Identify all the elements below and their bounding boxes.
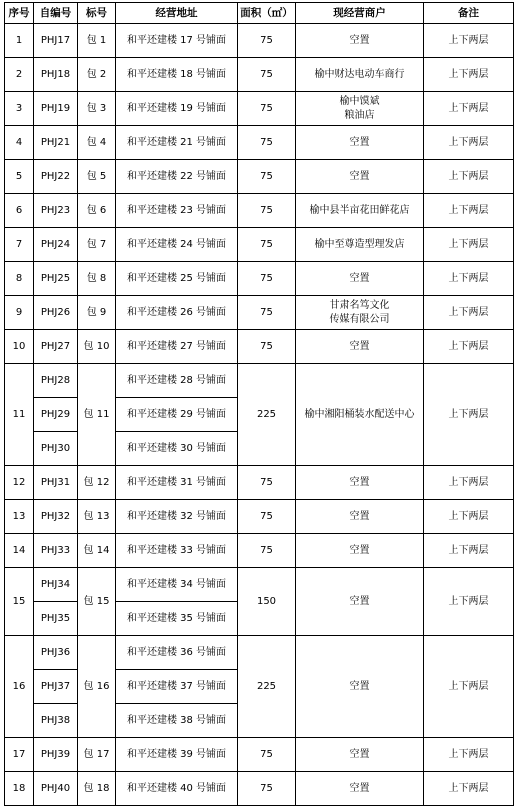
row-code: PHJ19 (34, 92, 78, 126)
row-lot: 包 9 (78, 296, 116, 330)
row-address: 和平还建楼 37 号铺面 (116, 670, 238, 704)
header-address: 经营地址 (116, 3, 238, 24)
header-area: 面积（㎡） (238, 3, 296, 24)
table-row (5, 228, 514, 262)
header-code: 自编号 (34, 3, 78, 24)
row-note: 上下两层 (424, 228, 514, 262)
row-lot: 包 7 (78, 228, 116, 262)
row-address: 和平还建楼 24 号铺面 (116, 228, 238, 262)
tenant-line: 榆中财达电动车商行 (314, 68, 405, 80)
row-area: 75 (238, 24, 296, 58)
row-address: 和平还建楼 40 号铺面 (116, 772, 238, 806)
row-code: PHJ39 (34, 738, 78, 772)
header-tenant: 现经营商户 (296, 3, 424, 24)
row-code: PHJ22 (34, 160, 78, 194)
row-code: PHJ21 (34, 126, 78, 160)
row-tenant (296, 500, 424, 534)
tenant-line: 空置 (349, 595, 370, 607)
row-area: 225 (238, 636, 296, 738)
header-note: 备注 (424, 3, 514, 24)
table-row (5, 534, 514, 568)
row-lot: 包 8 (78, 262, 116, 296)
row-tenant (296, 228, 424, 262)
row-area: 75 (238, 228, 296, 262)
row-address: 和平还建楼 33 号铺面 (116, 534, 238, 568)
table-row (5, 772, 514, 806)
row-address: 和平还建楼 29 号铺面 (116, 398, 238, 432)
row-address: 和平还建楼 31 号铺面 (116, 466, 238, 500)
row-seq: 18 (5, 772, 34, 806)
table-row (5, 126, 514, 160)
tenant-line: 空置 (349, 680, 370, 692)
row-code: PHJ27 (34, 330, 78, 364)
row-lot: 包 14 (78, 534, 116, 568)
row-area: 75 (238, 160, 296, 194)
row-seq: 2 (5, 58, 34, 92)
table-header (5, 3, 514, 24)
row-lot: 包 11 (78, 364, 116, 466)
row-tenant (296, 772, 424, 806)
table-row (5, 738, 514, 772)
row-tenant (296, 466, 424, 500)
table-row (5, 58, 514, 92)
row-note: 上下两层 (424, 568, 514, 636)
row-tenant (296, 296, 424, 330)
row-code: PHJ29 (34, 398, 78, 432)
row-tenant (296, 194, 424, 228)
row-tenant (296, 92, 424, 126)
row-note: 上下两层 (424, 126, 514, 160)
tenant-line: 榆中湘阳桶装水配送中心 (304, 408, 415, 420)
row-code: PHJ31 (34, 466, 78, 500)
row-area: 75 (238, 500, 296, 534)
row-tenant (296, 534, 424, 568)
row-lot: 包 2 (78, 58, 116, 92)
table-row (5, 194, 514, 228)
row-area: 75 (238, 772, 296, 806)
row-seq: 6 (5, 194, 34, 228)
table-body (5, 24, 514, 806)
row-code: PHJ17 (34, 24, 78, 58)
row-tenant (296, 126, 424, 160)
header-lot: 标号 (78, 3, 116, 24)
row-address: 和平还建楼 19 号铺面 (116, 92, 238, 126)
row-seq: 12 (5, 466, 34, 500)
table-row (5, 330, 514, 364)
row-note: 上下两层 (424, 500, 514, 534)
row-code: PHJ38 (34, 704, 78, 738)
table-row (5, 466, 514, 500)
row-area: 75 (238, 126, 296, 160)
row-area: 75 (238, 330, 296, 364)
tenant-line: 空置 (349, 340, 370, 352)
header-row (5, 3, 514, 24)
tenant-line: 空置 (349, 34, 370, 46)
row-address: 和平还建楼 28 号铺面 (116, 364, 238, 398)
row-address: 和平还建楼 18 号铺面 (116, 58, 238, 92)
row-code: PHJ26 (34, 296, 78, 330)
row-area: 75 (238, 194, 296, 228)
tenant-line: 榆中县半亩花田鲜花店 (309, 204, 410, 216)
lease-table (4, 2, 514, 806)
row-area: 75 (238, 738, 296, 772)
row-seq: 14 (5, 534, 34, 568)
row-code: PHJ28 (34, 364, 78, 398)
row-address: 和平还建楼 17 号铺面 (116, 24, 238, 58)
tenant-line: 空置 (349, 272, 370, 284)
row-seq: 9 (5, 296, 34, 330)
row-lot: 包 5 (78, 160, 116, 194)
table-row (5, 296, 514, 330)
row-code: PHJ34 (34, 568, 78, 602)
row-area: 75 (238, 534, 296, 568)
row-address: 和平还建楼 30 号铺面 (116, 432, 238, 466)
row-seq: 1 (5, 24, 34, 58)
row-address: 和平还建楼 34 号铺面 (116, 568, 238, 602)
tenant-line: 空置 (349, 782, 370, 794)
row-note: 上下两层 (424, 92, 514, 126)
table-row (5, 24, 514, 58)
row-address: 和平还建楼 27 号铺面 (116, 330, 238, 364)
row-note: 上下两层 (424, 330, 514, 364)
row-address: 和平还建楼 38 号铺面 (116, 704, 238, 738)
table-row (5, 160, 514, 194)
row-note: 上下两层 (424, 194, 514, 228)
row-area: 75 (238, 262, 296, 296)
row-lot: 包 12 (78, 466, 116, 500)
table-row (5, 500, 514, 534)
row-address: 和平还建楼 35 号铺面 (116, 602, 238, 636)
row-note: 上下两层 (424, 296, 514, 330)
table-row (5, 262, 514, 296)
row-area: 75 (238, 296, 296, 330)
row-seq: 17 (5, 738, 34, 772)
row-note: 上下两层 (424, 24, 514, 58)
row-lot: 包 3 (78, 92, 116, 126)
tenant-line: 榆中馍斌 (339, 95, 380, 107)
row-code: PHJ24 (34, 228, 78, 262)
row-code: PHJ23 (34, 194, 78, 228)
row-seq: 4 (5, 126, 34, 160)
row-address: 和平还建楼 25 号铺面 (116, 262, 238, 296)
row-lot: 包 18 (78, 772, 116, 806)
row-code: PHJ32 (34, 500, 78, 534)
row-lot: 包 10 (78, 330, 116, 364)
row-address: 和平还建楼 21 号铺面 (116, 126, 238, 160)
row-tenant (296, 160, 424, 194)
tenant-line: 榆中至尊造型理发店 (314, 238, 405, 250)
row-note: 上下两层 (424, 466, 514, 500)
row-seq: 11 (5, 364, 34, 466)
row-tenant (296, 330, 424, 364)
row-area: 75 (238, 58, 296, 92)
row-code: PHJ35 (34, 602, 78, 636)
row-seq: 16 (5, 636, 34, 738)
row-note: 上下两层 (424, 58, 514, 92)
row-seq: 3 (5, 92, 34, 126)
row-seq: 10 (5, 330, 34, 364)
row-address: 和平还建楼 32 号铺面 (116, 500, 238, 534)
row-area: 75 (238, 92, 296, 126)
row-note: 上下两层 (424, 364, 514, 466)
tenant-line: 空置 (349, 476, 370, 488)
row-address: 和平还建楼 22 号铺面 (116, 160, 238, 194)
row-lot: 包 13 (78, 500, 116, 534)
tenant-line: 空置 (349, 748, 370, 760)
row-lot: 包 15 (78, 568, 116, 636)
row-address: 和平还建楼 36 号铺面 (116, 636, 238, 670)
table-row (5, 92, 514, 126)
row-area: 225 (238, 364, 296, 466)
row-code: PHJ25 (34, 262, 78, 296)
row-address: 和平还建楼 26 号铺面 (116, 296, 238, 330)
row-note: 上下两层 (424, 534, 514, 568)
tenant-line: 传媒有限公司 (329, 313, 390, 325)
row-lot: 包 16 (78, 636, 116, 738)
row-seq: 8 (5, 262, 34, 296)
row-address: 和平还建楼 23 号铺面 (116, 194, 238, 228)
row-tenant (296, 568, 424, 636)
row-tenant (296, 636, 424, 738)
row-note: 上下两层 (424, 636, 514, 738)
row-lot: 包 17 (78, 738, 116, 772)
tenant-line: 空置 (349, 136, 370, 148)
row-lot: 包 6 (78, 194, 116, 228)
tenant-line: 甘肃名笃文化 (329, 299, 390, 311)
row-tenant (296, 364, 424, 466)
row-code: PHJ40 (34, 772, 78, 806)
row-code: PHJ33 (34, 534, 78, 568)
row-note: 上下两层 (424, 772, 514, 806)
row-seq: 5 (5, 160, 34, 194)
row-tenant (296, 262, 424, 296)
tenant-line: 空置 (349, 510, 370, 522)
tenant-line: 粮油店 (344, 109, 375, 121)
row-tenant (296, 24, 424, 58)
row-area: 75 (238, 466, 296, 500)
header-seq: 序号 (5, 3, 34, 24)
row-code: PHJ18 (34, 58, 78, 92)
tenant-line: 空置 (349, 544, 370, 556)
row-code: PHJ30 (34, 432, 78, 466)
row-code: PHJ36 (34, 636, 78, 670)
row-note: 上下两层 (424, 262, 514, 296)
row-tenant (296, 58, 424, 92)
table-row (5, 364, 514, 398)
row-seq: 7 (5, 228, 34, 262)
row-lot: 包 4 (78, 126, 116, 160)
tenant-line: 空置 (349, 170, 370, 182)
row-seq: 15 (5, 568, 34, 636)
row-tenant (296, 738, 424, 772)
row-note: 上下两层 (424, 738, 514, 772)
table-row (5, 568, 514, 602)
row-area: 150 (238, 568, 296, 636)
row-seq: 13 (5, 500, 34, 534)
row-lot: 包 1 (78, 24, 116, 58)
table-row (5, 636, 514, 670)
row-note: 上下两层 (424, 160, 514, 194)
row-address: 和平还建楼 39 号铺面 (116, 738, 238, 772)
row-code: PHJ37 (34, 670, 78, 704)
